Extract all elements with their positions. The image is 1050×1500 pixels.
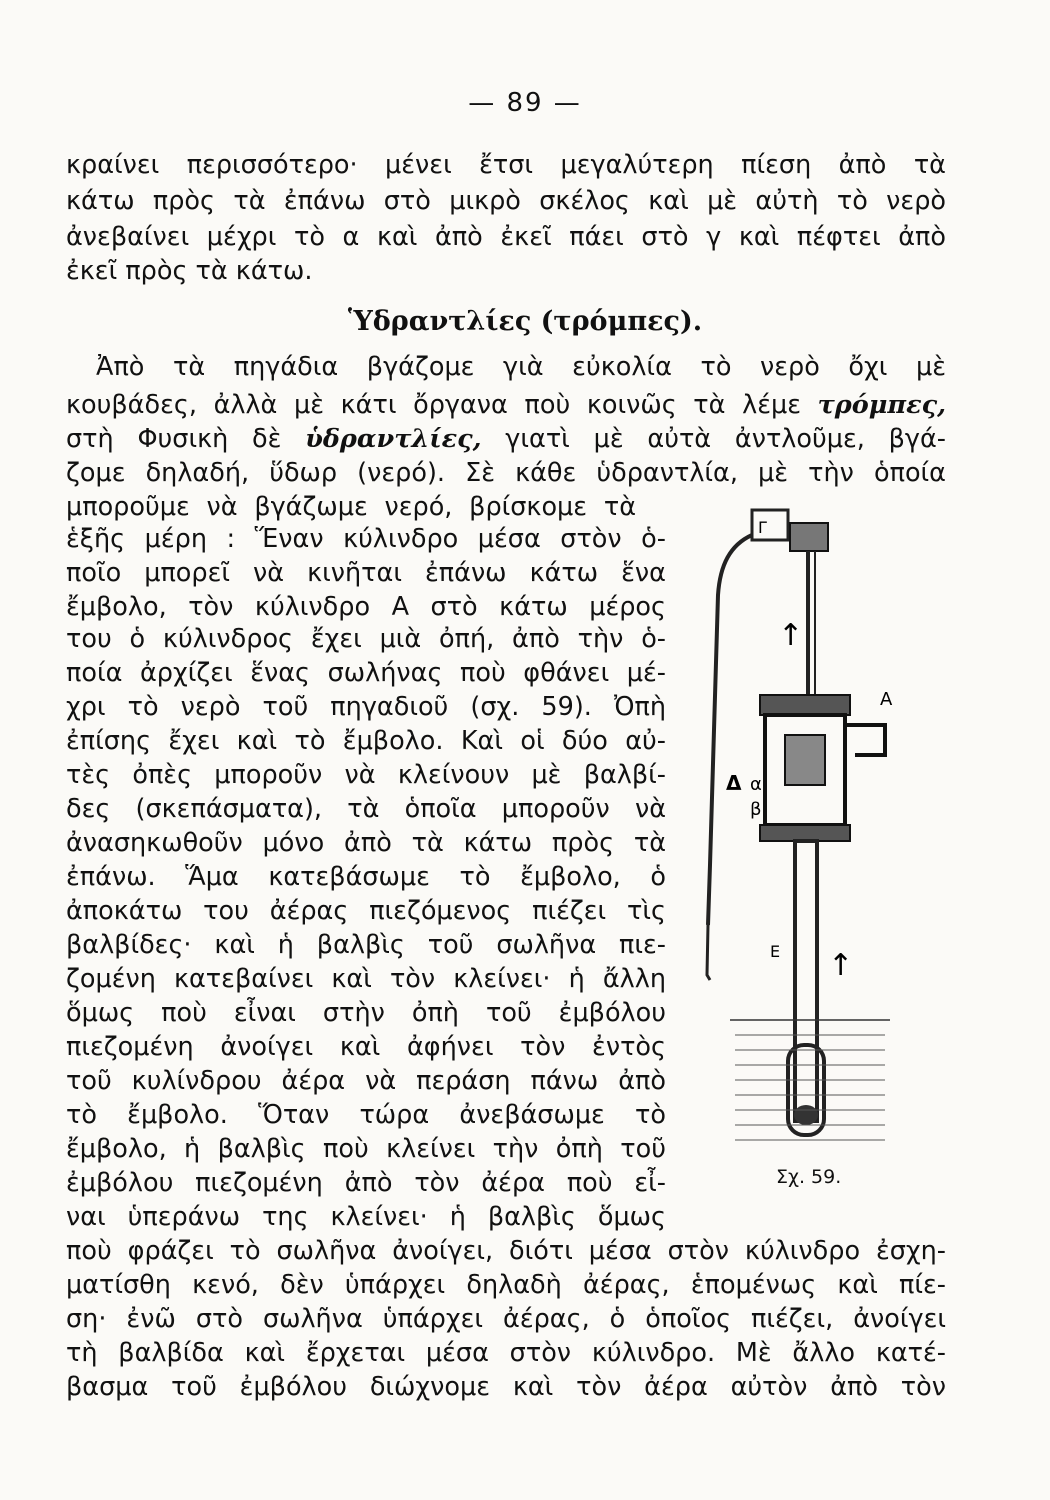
paragraph-line: ἐμβόλου πιεζομένη ἀπὸ τὸν ἀέρα ποὺ εἶ- xyxy=(66,1168,666,1198)
paragraph-line: τὸ ἔμβολο. Ὅταν τώρα ἀνεβάσωμε τὸ xyxy=(66,1100,666,1130)
paragraph-line: ὅμως ποὺ εἶναι στὴν ὀπὴ τοῦ ἐμβόλου xyxy=(66,998,666,1028)
paragraph-line: ματίσθη κενό, δὲν ὑπάρχει δηλαδὴ ἀέρας, ἑπομένως καὶ πίε- xyxy=(66,1270,946,1300)
intro-line-3: ἀνεβαίνει μέχρι τὸ α καὶ ἀπὸ ἐκεῖ πάει στὸ γ καὶ πέφτει ἀπὸ xyxy=(66,222,946,252)
paragraph-line: κουβάδες, ἀλλὰ μὲ κάτι ὄργανα ποὺ κοινῶς τὰ λέμε τρόμπες, xyxy=(66,390,946,420)
intro-line-4: ἐκεῖ πρὸς τὰ κάτω. xyxy=(66,256,313,286)
pump-diagram xyxy=(690,505,893,1185)
figure-caption: Σχ. 59. xyxy=(776,1166,842,1188)
page-number: — 89 — xyxy=(468,88,582,118)
paragraph-line: ἐπάνω. Ἅμα κατεβάσωμε τὸ ἔμβολο, ὁ xyxy=(66,862,666,892)
label-A: A xyxy=(880,689,893,710)
paragraph-line: τὴ βαλβίδα καὶ ἔρχεται μέσα στὸν κύλινδρο. Μὲ ἄλλο κατέ- xyxy=(66,1338,946,1368)
label-delta: Δ xyxy=(726,771,742,795)
paragraph-line: ναι ὑπεράνω της κλείνει· ἡ βαλβὶς ὅμως xyxy=(66,1202,666,1232)
label-gamma: Γ xyxy=(758,518,767,537)
label-E: E xyxy=(770,942,781,961)
paragraph-line: μποροῦμε νὰ βγάζωμε νερό, βρίσκομε τὰ xyxy=(66,492,636,522)
paragraph-line: ποία ἀρχίζει ἕνας σωλήνας ποὺ φθάνει μέ- xyxy=(66,658,666,688)
paragraph-line: στὴ Φυσικὴ δὲ ὑδραντλίες, γιατὶ μὲ αὐτὰ ἀντλοῦμε, βγά- xyxy=(66,424,947,454)
paragraph-line: ζομένη κατεβαίνει καὶ τὸν κλείνει· ἡ ἄλλη xyxy=(66,964,666,994)
paragraph-line: πιεζομένη ἀνοίγει καὶ ἀφήνει τὸν ἐντὸς xyxy=(66,1032,666,1062)
paragraph-line: τοῦ κυλίνδρου ἀέρα νὰ περάση πάνω ἀπὸ xyxy=(66,1066,666,1096)
paragraph-line: ἑξῆς μέρη : Ἕναν κύλινδρο μέσα στὸν ὁ- xyxy=(66,524,666,554)
paragraph-line: ἔμβολο, ἡ βαλβὶς ποὺ κλείνει τὴν ὀπὴ τοῦ xyxy=(66,1134,666,1164)
label-alpha: α xyxy=(750,774,762,795)
intro-line-1: κραίνει περισσότερο· μένει ἔτσι μεγαλύτερη πίεση ἀπὸ τὰ xyxy=(66,150,946,180)
paragraph-line: ποῖο μπορεῖ νὰ κινῆται ἐπάνω κάτω ἕνα xyxy=(66,558,666,588)
pump-figure xyxy=(690,505,893,1185)
arrow-up-icon: ↑ xyxy=(828,948,854,983)
paragraph-line: ση· ἐνῶ στὸ σωλῆνα ὑπάρχει ἀέρας, ὁ ὁποῖος πιέζει, ἀνοίγει xyxy=(66,1304,946,1334)
intro-line-2: κάτω πρὸς τὰ ἐπάνω στὸ μικρὸ σκέλος καὶ μὲ αὐτὴ τὸ νερὸ xyxy=(66,186,946,216)
paragraph-line: Ἀπὸ τὰ πηγάδια βγάζομε γιὰ εὐκολία τὸ νερὸ ὄχι μὲ xyxy=(96,352,946,382)
paragraph-line: ζομε δηλαδή, ὕδωρ (νερό). Σὲ κάθε ὑδραντλία, μὲ τὴν ὁποία xyxy=(66,458,946,488)
paragraph-line: ποὺ φράζει τὸ σωλῆνα ἀνοίγει, διότι μέσα στὸν κύλινδρο ἐσχη- xyxy=(66,1236,946,1266)
paragraph-line: δες (σκεπάσματα), τὰ ὁποῖα μποροῦν νὰ xyxy=(66,794,666,824)
paragraph-line: τὲς ὀπὲς μποροῦν νὰ κλείνουν μὲ βαλβί- xyxy=(66,760,666,790)
paragraph-line: ἀποκάτω του ἀέρας πιεζόμενος πιέζει τὶς xyxy=(66,896,666,926)
label-beta: β xyxy=(750,799,762,820)
paragraph-line: του ὁ κύλινδρος ἔχει μιὰ ὀπή, ἀπὸ τὴν ὁ- xyxy=(66,624,666,654)
paragraph-line: χρι τὸ νερὸ τοῦ πηγαδιοῦ (σχ. 59). Ὀπὴ xyxy=(66,692,666,722)
paragraph-line: ἐπίσης ἔχει καὶ τὸ ἔμβολο. Καὶ οἱ δύο αὐ- xyxy=(66,726,666,756)
arrow-up-icon: ↑ xyxy=(778,618,804,653)
paragraph-line: ἔμβολο, τὸν κύλινδρο Α στὸ κάτω μέρος xyxy=(66,592,666,622)
paragraph-line: βασμα τοῦ ἐμβόλου διώχνομε καὶ τὸν ἀέρα αὐτὸν ἀπὸ τὸν xyxy=(66,1372,946,1402)
section-heading: Ὑδραντλίες (τρόμπες). xyxy=(347,306,703,337)
paragraph-line: ἀνασηκωθοῦν μόνο ἀπὸ τὰ κάτω πρὸς τὰ xyxy=(66,828,666,858)
paragraph-line: βαλβίδες· καὶ ἡ βαλβὶς τοῦ σωλῆνα πιε- xyxy=(66,930,666,960)
